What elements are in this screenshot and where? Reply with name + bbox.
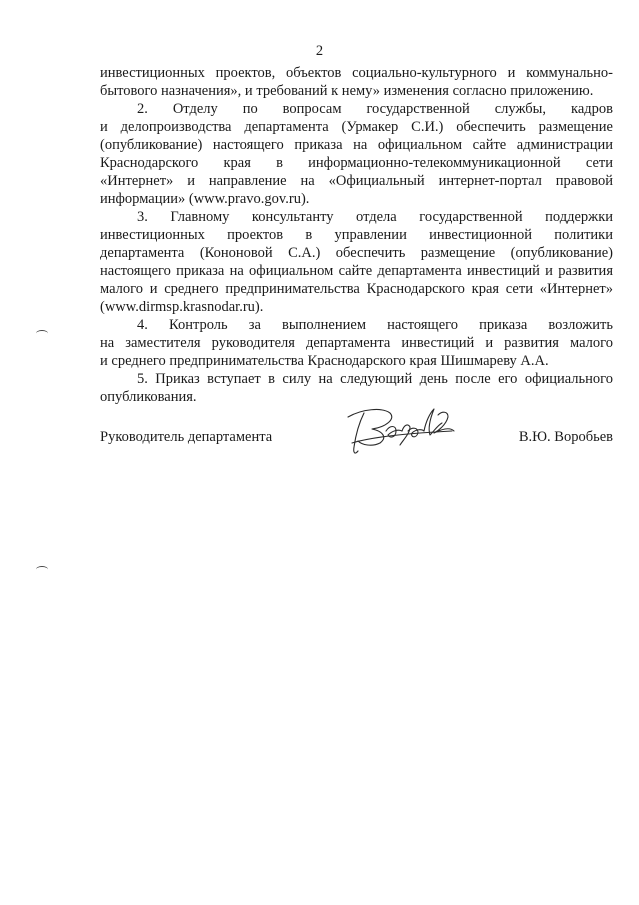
text-line: и делопроизводства департамента (Урмакер С.И.) обеспечить размещение xyxy=(100,119,613,135)
text-line: департамента (Кононовой С.А.) обеспечить размещение (опубликование) xyxy=(100,245,613,261)
text-line: инвестиционных проектов в управлении инвестиционной политики xyxy=(100,227,613,243)
text-line: (www.dirmsp.krasnodar.ru). xyxy=(100,299,264,315)
paragraph-3-start: 3. Главному консультанту отдела государственной поддержки xyxy=(137,209,613,225)
handwritten-signature xyxy=(342,401,462,457)
signer-name: В.Ю. Воробьев xyxy=(518,429,613,445)
text-line: и среднего предпринимательства Краснодарского края Шишмареву А.А. xyxy=(100,353,549,369)
text-line: настоящего приказа на официальном сайте департамента инвестиций и развития xyxy=(100,263,613,279)
text-line: инвестиционных проектов, объектов социально-культурного и коммунально- xyxy=(100,65,613,81)
text-line: малого и среднего предпринимательства Краснодарского края сети «Интернет» xyxy=(100,281,613,297)
text-line: бытового назначения», и требований к нему» изменения согласно приложению. xyxy=(100,83,594,99)
paragraph-5-start: 5. Приказ вступает в силу на следующий день после его официального xyxy=(137,371,613,387)
text-line: на заместителя руководителя департамента инвестиций и развития малого xyxy=(100,335,613,351)
text-line: опубликования. xyxy=(100,389,197,405)
text-line: информации» (www.pravo.gov.ru). xyxy=(100,191,310,207)
text-line: «Интернет» и направление на «Официальный интернет-портал правовой xyxy=(100,173,613,189)
paragraph-2-start: 2. Отделу по вопросам государственной службы, кадров xyxy=(137,101,613,117)
signer-title: Руководитель департамента xyxy=(100,429,273,445)
punch-hole-mark xyxy=(36,330,48,337)
punch-hole-mark xyxy=(36,566,48,573)
text-line: Краснодарского края в информационно-телекоммуникационной сети xyxy=(100,155,613,171)
text-line: (опубликование) настоящего приказа на официальном сайте администрации xyxy=(100,137,613,153)
page-number: 2 xyxy=(315,43,324,59)
paragraph-4-start: 4. Контроль за выполнением настоящего приказа возложить xyxy=(137,317,613,333)
